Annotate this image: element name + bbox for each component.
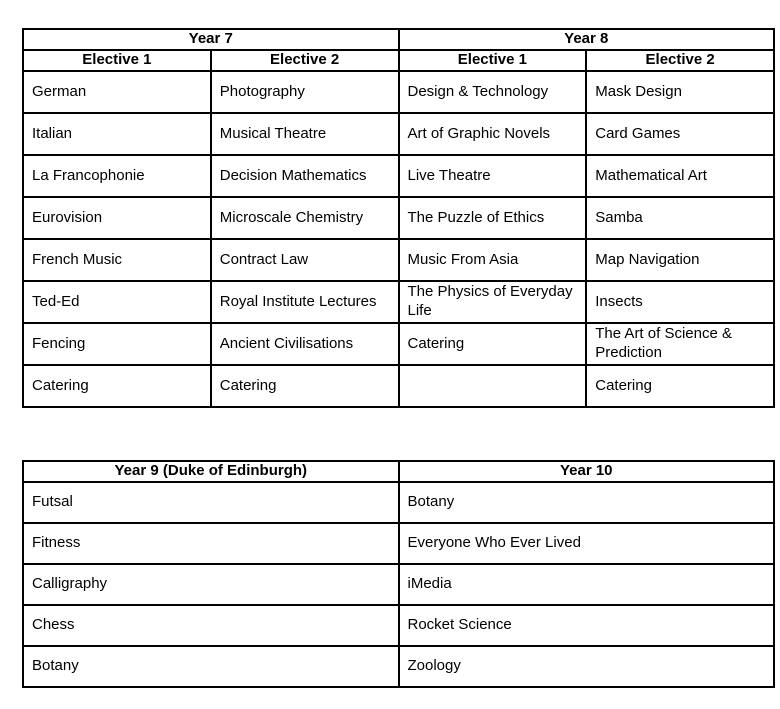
table-cell: The Art of Science & Prediction [586,323,774,365]
table-cell: Samba [586,197,774,239]
table-row [23,605,774,646]
table-cell: Ted-Ed [23,281,211,323]
table-row [23,197,774,239]
table-row [23,482,774,523]
electives-table-year7-year8 [22,28,775,408]
elective-header-row [23,50,774,71]
table-cell: Chess [23,605,399,646]
table-row [23,281,774,323]
table-cell: Card Games [586,113,774,155]
table-cell: The Physics of Everyday Life [399,281,587,323]
year8-group-header: Year 8 [399,29,775,50]
table-cell: Catering [586,365,774,407]
year7-elective1-header: Elective 1 [23,50,211,71]
table-cell: Fencing [23,323,211,365]
table-cell: Live Theatre [399,155,587,197]
table-row [23,564,774,605]
year7-group-header: Year 7 [23,29,399,50]
table-cell: Catering [399,323,587,365]
electives-table-year9-year10 [22,460,775,688]
table-cell: Rocket Science [399,605,775,646]
table-row [23,646,774,687]
table-cell: Ancient Civilisations [211,323,399,365]
table-cell: La Francophonie [23,155,211,197]
table-cell [399,365,587,407]
year8-elective1-header: Elective 1 [399,50,587,71]
table-cell: Futsal [23,482,399,523]
year9-header: Year 9 (Duke of Edinburgh) [23,461,399,482]
table-cell: The Puzzle of Ethics [399,197,587,239]
year10-header: Year 10 [399,461,775,482]
year-header-row [23,29,774,50]
table-cell: Photography [211,71,399,113]
table-cell: Catering [23,365,211,407]
table-cell: Map Navigation [586,239,774,281]
table-row [23,155,774,197]
table-cell: Calligraphy [23,564,399,605]
table-cell: French Music [23,239,211,281]
table-cell: Musical Theatre [211,113,399,155]
table-cell: Design & Technology [399,71,587,113]
table-cell: Contract Law [211,239,399,281]
table-cell: Italian [23,113,211,155]
table-row [23,239,774,281]
table-cell: German [23,71,211,113]
table-cell: Zoology [399,646,775,687]
year-header-row [23,461,774,482]
table-row [23,365,774,407]
table-cell: Insects [586,281,774,323]
table-cell: Botany [399,482,775,523]
year8-elective2-header: Elective 2 [586,50,774,71]
table-cell: Music From Asia [399,239,587,281]
table-row [23,523,774,564]
table-cell: Eurovision [23,197,211,239]
table-cell: Mask Design [586,71,774,113]
table-cell: Fitness [23,523,399,564]
table-row [23,71,774,113]
table-cell: Everyone Who Ever Lived [399,523,775,564]
year7-elective2-header: Elective 2 [211,50,399,71]
table-cell: Microscale Chemistry [211,197,399,239]
table-cell: Royal Institute Lectures [211,281,399,323]
table-cell: iMedia [399,564,775,605]
table-cell: Botany [23,646,399,687]
table-row [23,113,774,155]
table-cell: Decision Mathematics [211,155,399,197]
table-cell: Art of Graphic Novels [399,113,587,155]
table-cell: Mathematical Art [586,155,774,197]
table-cell: Catering [211,365,399,407]
table-row [23,323,774,365]
